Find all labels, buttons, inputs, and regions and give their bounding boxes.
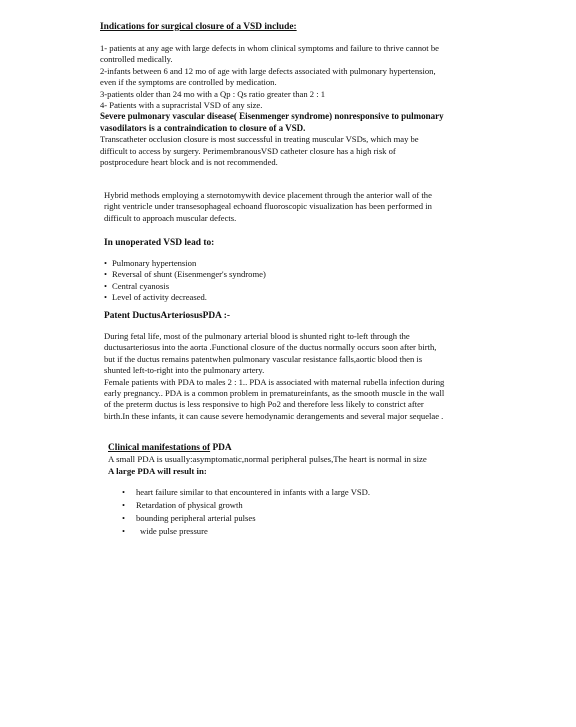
indication-2-line-1: 2-infants between 6 and 12 mo of age with large defects associated with pulmonary hypertension, — [100, 65, 436, 76]
list-item: • Retardation of physical growth — [100, 499, 485, 512]
pda-paragraph-1 — [104, 331, 489, 422]
clinical-title-underlined: Clinical manifestations of — [108, 443, 211, 453]
indication-1-line-2: controlled medically. — [100, 54, 173, 65]
large-pda-line: A large PDA will result in: — [108, 465, 207, 476]
clinical-title-rest: PDA — [210, 443, 232, 453]
indication-1-line-1: 1- patients at any age with large defects in whom clinical symptoms and failure to thrive cannot be — [100, 43, 439, 53]
indication-3: 3-patients older than 24 mo with a Qp : Qs ratio greater than 2 : 1 — [100, 88, 326, 99]
pda-p1-line-1: During fetal life, most of the pulmonary arterial blood is shunted right to-left through the — [104, 331, 410, 341]
pda-p1-line-2: ductusarteriosus into the aorta .Functional closure of the ductus normally occurs soon after birth, — [104, 342, 437, 353]
pda-p1-line-3: but if the ductus remains patentwhen pulmonary vascular resistance falls,aortic blood then is — [104, 353, 423, 364]
contraindication-line-1: Severe pulmonary vascular disease( Eisenmenger syndrome) nonresponsive to pulmonary — [100, 111, 444, 122]
unoperated-list-wrap — [104, 258, 489, 304]
indication-2-line-2: even if the symptoms are controlled by medication. — [100, 77, 277, 88]
pda-p2-line-1: Female patients with PDA to males 2 : 1.. PDA is associated with maternal rubella infection during — [104, 376, 445, 387]
indication-4: 4- Patients with a supracristal VSD of any size. — [100, 100, 263, 111]
hybrid-methods-paragraph — [104, 190, 489, 224]
pda-section — [104, 311, 489, 322]
unoperated-section — [104, 238, 489, 249]
pda-p2-line-3: of the preterm ductus is less responsive to high Po2 and therefore less likely to constrict after — [104, 399, 424, 410]
pda-p2-line-4: birth.In these infants, it can cause severe hemodynamic derangements and several major sequelae . — [104, 410, 444, 421]
transcatheter-line-2: difficult to access by surgery. PerimembranousVSD catheter closure has a high risk of — [100, 145, 396, 156]
clinical-title — [108, 443, 493, 454]
pda-title: Patent DuctusArteriosusPDA :- — [104, 311, 231, 321]
large-pda-list — [100, 486, 485, 538]
vsd-indications-title: Indications for surgical closure of a VSD include: — [100, 22, 297, 32]
pda-p2-line-2: early pregnancy.. PDA is a common problem in prematureinfants, as the smooth muscle in the wall — [104, 388, 445, 399]
large-pda-list-wrap — [100, 486, 485, 538]
list-item: • Reversal of shunt (Eisenmenger's syndrome) — [104, 269, 489, 280]
unoperated-list — [104, 258, 489, 304]
vsd-indications-section — [100, 22, 485, 33]
unoperated-title: In unoperated VSD lead to: — [104, 238, 215, 248]
transcatheter-line-1: Transcatheter occlusion closure is most successful in treating muscular VSDs, which may be — [100, 134, 419, 145]
vsd-indications-list — [100, 43, 485, 168]
list-item: • Pulmonary hypertension — [104, 258, 489, 269]
hybrid-line-3: difficult to approach muscular defects. — [104, 212, 237, 223]
list-item: • Central cyanosis — [104, 281, 489, 292]
transcatheter-line-3: postprocedure heart block and is not recommended. — [100, 157, 278, 168]
small-pda-line: A small PDA is usually:asymptomatic,normal peripheral pulses,The heart is normal in size — [108, 454, 427, 465]
list-item: • bounding peripheral arterial pulses — [100, 512, 485, 525]
hybrid-line-2: right ventricle under transesophageal echoand fluoroscopic visualization has been performed in — [104, 201, 432, 212]
hybrid-line-1: Hybrid methods employing a sternotomywith device placement through the anterior wall of the — [104, 190, 432, 200]
list-item: • Level of activity decreased. — [104, 292, 489, 303]
list-item: • wide pulse pressure — [100, 525, 485, 538]
contraindication-line-2: vasodilators is a contraindication to closure of a VSD. — [100, 122, 306, 133]
list-item: • heart failure similar to that encountered in infants with a large VSD. — [100, 486, 485, 499]
clinical-section — [108, 443, 493, 477]
pda-p1-line-4: shunted left-to-right into the pulmonary artery. — [104, 365, 265, 376]
